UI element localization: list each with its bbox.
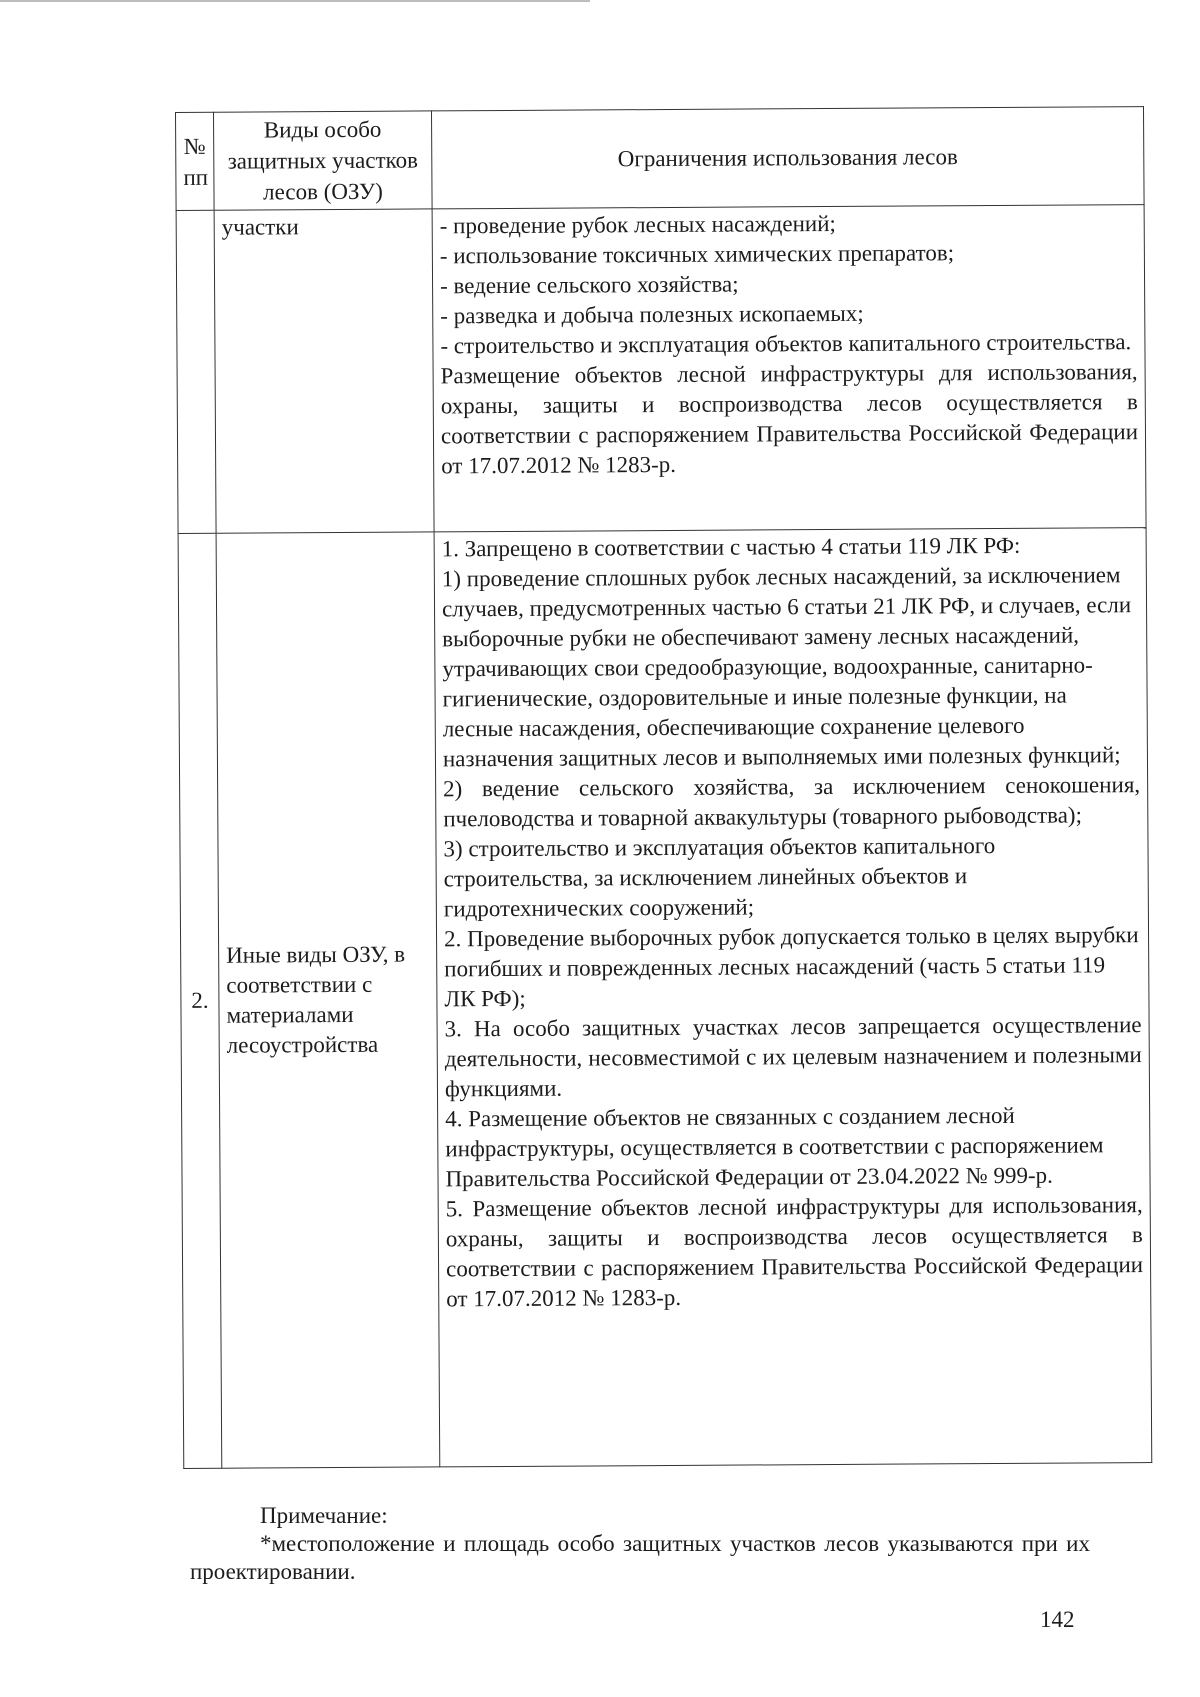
restriction-line: - проведение рубок лесных насаждений; (439, 210, 836, 239)
restriction-line: - строительство и эксплуатация объектов капитального строительства. (440, 329, 1132, 359)
restriction-line: 2. Проведение выборочных рубок допускается только в целях вырубки погибших и поврежденных лесных насаждений (часть 5 статьи 119 ЛК РФ); (443, 922, 1139, 1012)
row-ozu-type: участки (214, 209, 434, 533)
row-ozu-type: Иные виды ОЗУ, в соответствии с материалами лесоустройства (216, 532, 440, 1468)
table-row (176, 205, 1146, 534)
restriction-line: - разведка и добыча полезных ископаемых; (440, 300, 864, 329)
footnote-text: *местоположение и площадь особо защитных участков лесов указываются при их проектировании. (190, 1531, 1090, 1584)
restriction-line: 5. Размещение объектов лесной инфраструктуры для использования, охраны, защиты и воспроизводства лесов осуществляется в соответствии с распоряжением Правительства Российской Федерации от 17.07.2012 № 1283-р. (445, 1192, 1144, 1312)
footnote-title: Примечание: (260, 1503, 388, 1528)
restriction-line: 1) проведение сплошных рубок лесных насаждений, за исключением случаев, предусмотренных частью 6 статьи 21 ЛК РФ, и случаев, если выборочные рубки не обеспечивают замену лесных насаждений, утрачивающих свои средообразующие, водоохранные, санитарно-гигиенические, оздоровительные и иные полезные функции, на лесные насаждения, обеспечивающие сохранение целевого назначения защитных лесов и выполняемых ими полезных функций; (441, 562, 1132, 772)
header-restrictions: Ограничения использования лесов (431, 107, 1144, 209)
header-number: № пп (176, 112, 215, 210)
header-ozu-type: Виды особо защитных участков лесов (ОЗУ) (214, 111, 433, 210)
restriction-line: - ведение сельского хозяйства; (439, 271, 739, 299)
row-restrictions (432, 205, 1146, 532)
restriction-line: - использование токсичных химических препаратов; (439, 240, 955, 269)
row-number (176, 210, 216, 533)
restriction-line: 1. Запрещено в соответствии с частью 4 статьи 119 ЛК РФ: (441, 532, 1021, 562)
row-number: 2. (178, 533, 222, 1468)
footnote (190, 1502, 1090, 1586)
scan-edge-line (0, 0, 590, 2)
row-restrictions (434, 528, 1152, 1467)
restriction-line: 3) строительство и эксплуатация объектов капитального строительства, за исключением линейных объектов и гидротехнических сооружений; (443, 833, 996, 922)
table-header-row (176, 107, 1145, 211)
restriction-line: 3. На особо защитных участках лесов запрещается осуществление деятельности, несовместимой с их целевым назначением и полезными функциями. (444, 1012, 1142, 1102)
restriction-line: 2) ведение сельского хозяйства, за исключением сенокошения, пчеловодства и товарной аквакультуры (товарного рыбоводства); (443, 772, 1141, 832)
page-number: 142 (1040, 1607, 1075, 1632)
table-row (178, 528, 1152, 1469)
forest-restrictions-table (175, 106, 1152, 1469)
restriction-line: 4. Размещение объектов не связанных с созданием лесной инфраструктуры, осуществляется в соответствии с распоряжением Правительства Российской Федерации от 23.04.2022 № 999-р. (445, 1102, 1104, 1192)
restriction-line: Размещение объектов лесной инфраструктуры для использования, охраны, защиты и воспроизводства лесов осуществляется в соответствии с распоряжением Правительства Российской Федерации от 17.07.2012 № 1283-р. (440, 359, 1139, 479)
